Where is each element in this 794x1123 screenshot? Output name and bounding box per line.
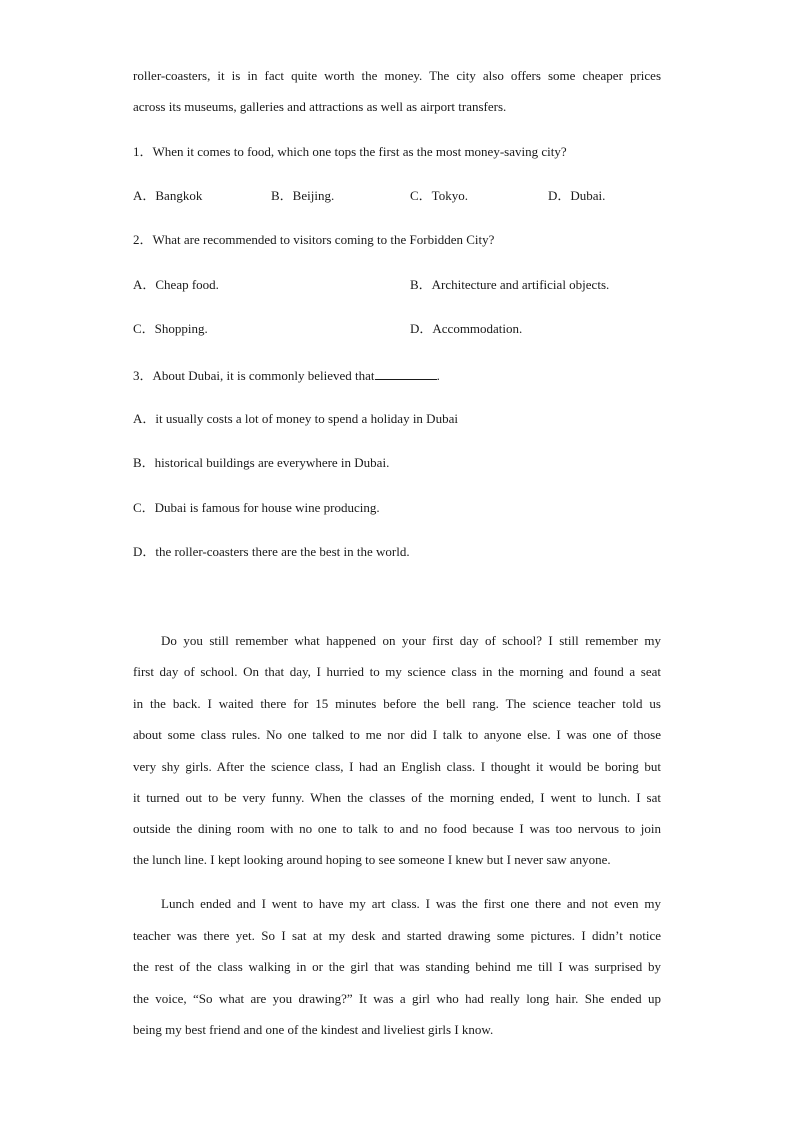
passage-para1-line-6: it turned out to be very funny. When the classes of the morning ended, I went to lunch. I sat [133, 790, 661, 805]
question-3-stem-text: 3．About Dubai, it is commonly believed that [133, 368, 375, 383]
passage-para1-line-2: first day of school. On that day, I hurried to my science class in the morning and found a seat [133, 664, 661, 679]
question-3-option-b: B．historical buildings are everywhere in Dubai. [133, 455, 390, 470]
question-2-option-b: B．Architecture and artificial objects. [410, 277, 610, 292]
question-2-option-a: A．Cheap food. [133, 277, 219, 292]
passage-para1-line-4: about some class rules. No one talked to me nor did I talk to anyone else. I was one of those [133, 727, 661, 742]
question-1-option-b: B．Beijing. [271, 188, 335, 203]
answer-blank [375, 367, 437, 380]
passage-para1-line-1: Do you still remember what happened on your first day of school? I still remember my [161, 633, 661, 648]
question-1-option-a: A．Bangkok [133, 188, 203, 203]
question-3-stem-end: . [436, 368, 440, 383]
passage-para1-line-8: the lunch line. I kept looking around hoping to see someone I knew but I never saw anyone. [133, 852, 611, 867]
question-2-option-d: D．Accommodation. [410, 321, 523, 336]
question-3-stem [133, 367, 440, 384]
question-3-option-c: C．Dubai is famous for house wine producing. [133, 500, 380, 515]
question-2-option-c: C．Shopping. [133, 321, 208, 336]
question-2-stem: 2．What are recommended to visitors coming to the Forbidden City? [133, 232, 495, 247]
intro-line-2: across its museums, galleries and attractions as well as airport transfers. [133, 99, 507, 114]
passage-para2-line-3: the rest of the class walking in or the girl that was standing behind me till I was surprised by [133, 959, 661, 974]
passage-para2-line-1: Lunch ended and I went to have my art class. I was the first one there and not even my [161, 896, 661, 911]
question-1-option-c: C．Tokyo. [410, 188, 468, 203]
intro-line-1: roller-coasters, it is in fact quite worth the money. The city also offers some cheaper prices [133, 68, 661, 83]
passage-para1-line-7: outside the dining room with no one to talk to and no food because I was too nervous to join [133, 821, 661, 836]
question-1-stem: 1．When it comes to food, which one tops the first as the most money-saving city? [133, 144, 567, 159]
passage-para1-line-5: very shy girls. After the science class, I had an English class. I thought it would be boring but [133, 759, 661, 774]
passage-para1-line-3: in the back. I waited there for 15 minutes before the bell rang. The science teacher told us [133, 696, 661, 711]
question-1-option-d: D．Dubai. [548, 188, 606, 203]
passage-para2-line-5: being my best friend and one of the kindest and liveliest girls I know. [133, 1022, 494, 1037]
question-3-option-d: D．the roller-coasters there are the best in the world. [133, 544, 410, 559]
question-3-option-a: A．it usually costs a lot of money to spend a holiday in Dubai [133, 411, 458, 426]
passage-para2-line-2: teacher was there yet. So I sat at my desk and started drawing some pictures. I didn’t notice [133, 928, 661, 943]
passage-para2-line-4: the voice, “So what are you drawing?” It was a girl who had really long hair. She ended up [133, 991, 661, 1006]
